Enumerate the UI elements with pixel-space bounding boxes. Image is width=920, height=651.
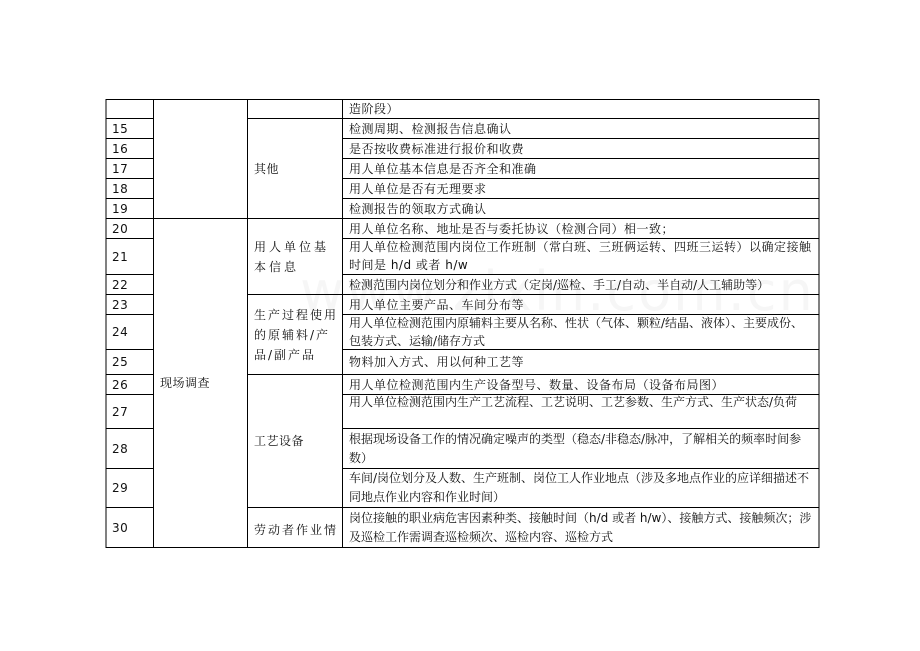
item-text: 用人单位检测范围内岗位工作班制（常白班、三班俩运转、四班三运转）以确定接触时间是 h/d 或者 h/w	[349, 240, 812, 272]
item-text: 车间/岗位划分及人数、生产班制、岗位工人作业地点（涉及多地点作业的应详细描述不同地点作业内容和作业时间）	[349, 471, 810, 504]
item-text: 检测报告的领取方式确认	[349, 201, 487, 216]
subcat-other: 其他	[254, 161, 280, 176]
item-text: 物料加入方式、用以何种工艺等	[349, 355, 525, 369]
row-number: 16	[112, 141, 129, 156]
row-number: 18	[112, 181, 129, 196]
row-number: 19	[112, 201, 129, 216]
item-text: 用人单位名称、地址是否与委托协议（检测合同）相一致；	[349, 221, 675, 236]
row-number: 25	[112, 355, 129, 369]
row-number: 23	[112, 297, 129, 312]
item-text: 岗位接触的职业病危害因素种类、接触时间（h/d 或者 h/w）、接触方式、接触频次；涉及巡检工作需调查巡检频次、巡检内容、巡检方式	[349, 511, 812, 544]
item-text: 用人单位检测范围内原辅料主要从名称、性状（气体、颗粒/结晶、液体）、主要成份、包装方式、运输/储存方式	[349, 316, 804, 348]
row-number: 24	[112, 325, 129, 339]
row-number: 22	[112, 277, 129, 292]
item-text: 根据现场设备工作的情况确定噪声的类型（稳态/非稳态/脉冲，了解相关的频率时间参数）	[349, 432, 802, 465]
item-text: 造阶段）	[349, 102, 400, 116]
item-text: 用人单位基本信息是否齐全和准确	[349, 161, 537, 176]
item-text: 检测范围内岗位划分和作业方式（定岗/巡检、手工/自动、半自动/人工辅助等）	[349, 277, 770, 292]
stage-site-survey: 现场调查	[160, 376, 211, 390]
subcat-materials: 生产过程使用的原辅料/产品/副产品	[254, 307, 339, 362]
item-text: 用人单位是否有无理要求	[349, 181, 487, 196]
row-number: 26	[112, 377, 129, 392]
item-text: 检测周期、检测报告信息确认	[349, 121, 512, 136]
subcat-equipment: 工艺设备	[254, 434, 305, 448]
row-number: 30	[112, 520, 129, 535]
row-number: 28	[112, 441, 129, 456]
item-text: 用人单位主要产品、车间分布等	[349, 297, 525, 312]
subcat-basic-info: 用人单位基本信息	[254, 239, 330, 274]
row-number: 21	[112, 249, 129, 264]
row-number: 17	[112, 161, 129, 176]
subcat-worker-conditions: 劳动者作业情	[254, 523, 339, 537]
item-text: 用人单位检测范围内生产设备型号、数量、设备布局（设备布局图）	[349, 377, 725, 392]
row-number: 15	[112, 121, 129, 136]
row-number: 20	[112, 221, 129, 236]
row-number: 27	[112, 404, 129, 419]
item-text: 用人单位检测范围内生产工艺流程、工艺说明、工艺参数、生产方式、生产状态/负荷	[349, 395, 798, 409]
row-number: 29	[112, 481, 129, 495]
item-text: 是否按收费标准进行报价和收费	[349, 141, 525, 156]
